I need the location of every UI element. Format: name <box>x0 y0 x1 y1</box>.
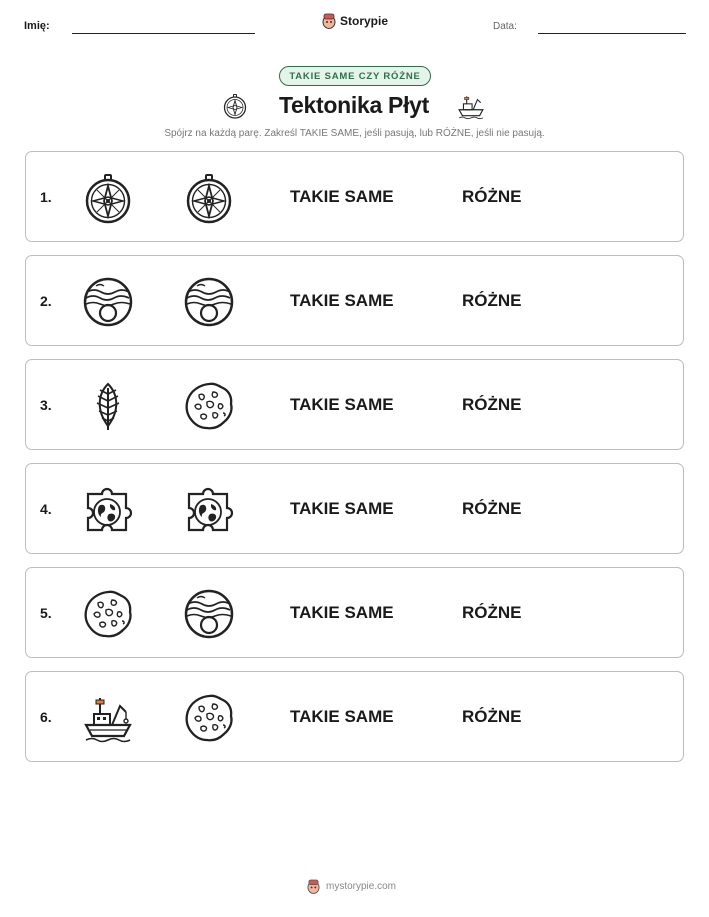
puzzle-earth-icon <box>183 484 235 536</box>
name-line[interactable] <box>72 33 255 34</box>
footer-url[interactable]: mystorypie.com <box>326 881 397 892</box>
brand-logo <box>322 13 388 29</box>
option-same[interactable]: TAKIE SAME <box>290 499 394 518</box>
comparison-row <box>25 359 684 450</box>
date-line[interactable] <box>538 33 686 34</box>
name-label: Imię: <box>24 20 50 32</box>
option-same[interactable]: TAKIE SAME <box>290 291 394 310</box>
compass-icon <box>183 172 235 224</box>
option-different[interactable]: RÓŻNE <box>462 499 522 518</box>
comparison-row <box>25 567 684 658</box>
rock-icon <box>82 588 134 640</box>
option-different[interactable]: RÓŻNE <box>462 187 522 206</box>
storypie-mascot-icon <box>307 879 320 894</box>
comparison-row <box>25 255 684 346</box>
puzzle-earth-icon <box>82 484 134 536</box>
option-different[interactable]: RÓŻNE <box>462 291 522 310</box>
title-icon-right <box>457 92 485 125</box>
activity-badge: TAKIE SAME CZY RÓŻNE <box>279 66 431 86</box>
row-number: 5. <box>40 605 52 621</box>
row-number: 6. <box>40 709 52 725</box>
rock-icon <box>183 692 235 744</box>
rock-icon <box>183 380 235 432</box>
footer <box>307 879 396 894</box>
row-number: 3. <box>40 397 52 413</box>
brand-name: Storypie <box>340 14 389 28</box>
option-different[interactable]: RÓŻNE <box>462 707 522 726</box>
option-same[interactable]: TAKIE SAME <box>290 395 394 414</box>
row-number: 4. <box>40 501 52 517</box>
fern-leaf-icon <box>82 380 134 432</box>
row-number: 1. <box>40 189 52 205</box>
ship-icon <box>457 92 485 120</box>
option-same[interactable]: TAKIE SAME <box>290 603 394 622</box>
earth-layers-icon <box>183 588 235 640</box>
earth-layers-icon <box>82 276 134 328</box>
instructions: Spójrz na każdą parę. Zakreśl TAKIE SAME, jeśli pasują, lub RÓŻNE, jeśli nie pasują. <box>164 128 545 139</box>
page-title: Tektonika Płyt <box>278 92 430 118</box>
option-same[interactable]: TAKIE SAME <box>290 707 394 726</box>
compass-icon <box>82 172 134 224</box>
option-same[interactable]: TAKIE SAME <box>290 187 394 206</box>
row-number: 2. <box>40 293 52 309</box>
earth-layers-icon <box>183 276 235 328</box>
comparison-row <box>25 463 684 554</box>
option-different[interactable]: RÓŻNE <box>462 395 522 414</box>
comparison-row <box>25 671 684 762</box>
option-different[interactable]: RÓŻNE <box>462 603 522 622</box>
date-label: Data: <box>493 21 517 32</box>
ship-icon <box>82 692 134 744</box>
comparison-row <box>25 151 684 242</box>
storypie-mascot-icon <box>322 13 336 29</box>
